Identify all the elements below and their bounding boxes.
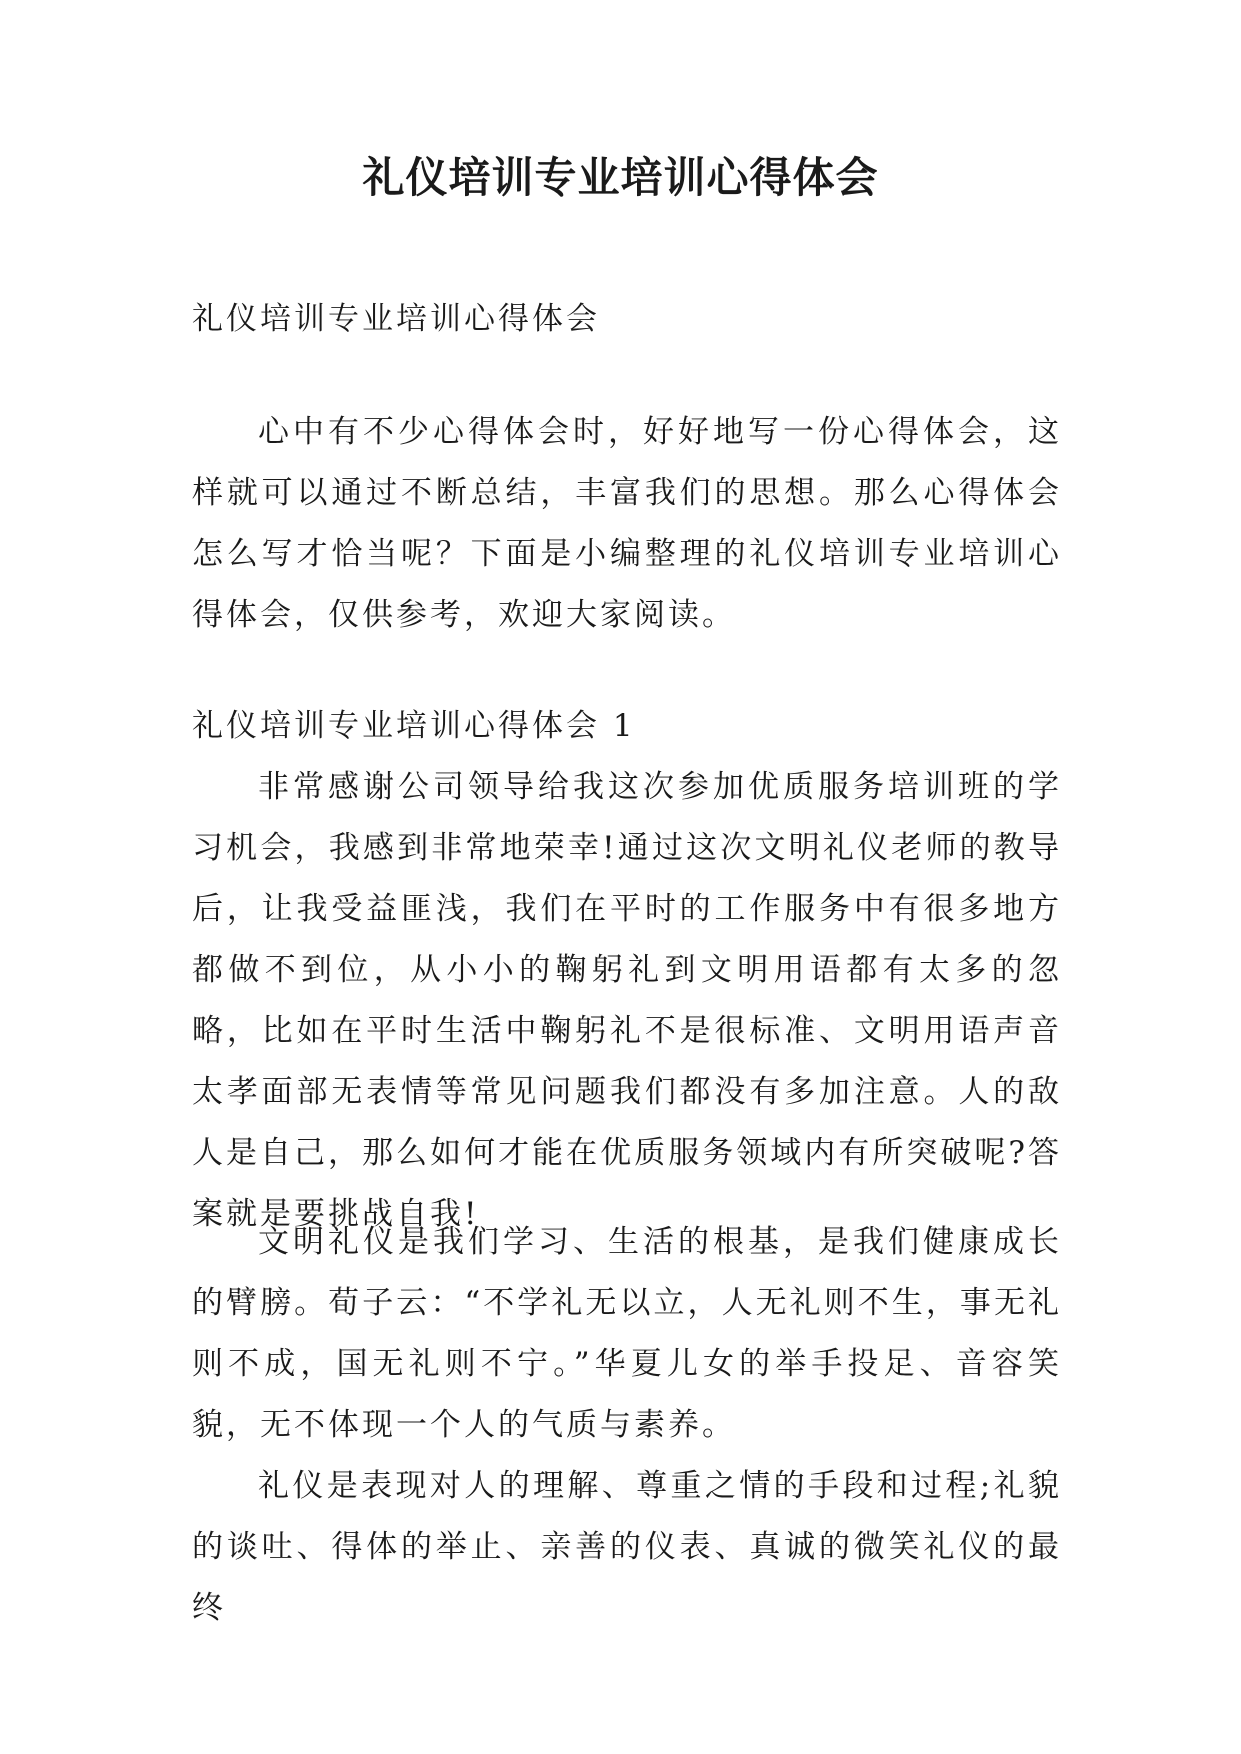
body-paragraph-2: 文明礼仪是我们学习、生活的根基，是我们健康成长的臂膀。荀子云：“不学礼无以立，人无礼则不生，事无礼则不成，国无礼则不宁。”华夏儿女的举手投足、音容笑貌，无不体现一个人的气质与素养。	[192, 1224, 1062, 1443]
body-paragraph-3: 礼仪是表现对人的理解、尊重之情的手段和过程;礼貌的谈吐、得体的举止、亲善的仪表、真诚的微笑礼仪的最终	[192, 1468, 1062, 1626]
section-heading: 礼仪培训专业培训心得体会 1	[192, 708, 636, 744]
body-paragraph-1: 非常感谢公司领导给我这次参加优质服务培训班的学习机会，我感到非常地荣幸!通过这次文明礼仪老师的教导后，让我受益匪浅，我们在平时的工作服务中有很多地方都做不到位，从小小的鞠躬礼到文明用语都有太多的忽略，比如在平时生活中鞠躬礼不是很标准、文明用语声音太孝面部无表情等常见问题我们都没有多加注意。人的敌人是自己，那么如何才能在优质服务领域内有所突破呢?答案就是要挑战自我!	[192, 769, 1062, 1232]
document-title: 礼仪培训专业培训心得体会	[362, 153, 879, 202]
intro-paragraph: 心中有不少心得体会时，好好地写一份心得体会，这样就可以通过不断总结，丰富我们的思想。那么心得体会怎么写才恰当呢？下面是小编整理的礼仪培训专业培训心得体会，仅供参考，欢迎大家阅读。	[192, 414, 1062, 633]
document-subtitle: 礼仪培训专业培训心得体会	[192, 301, 600, 337]
